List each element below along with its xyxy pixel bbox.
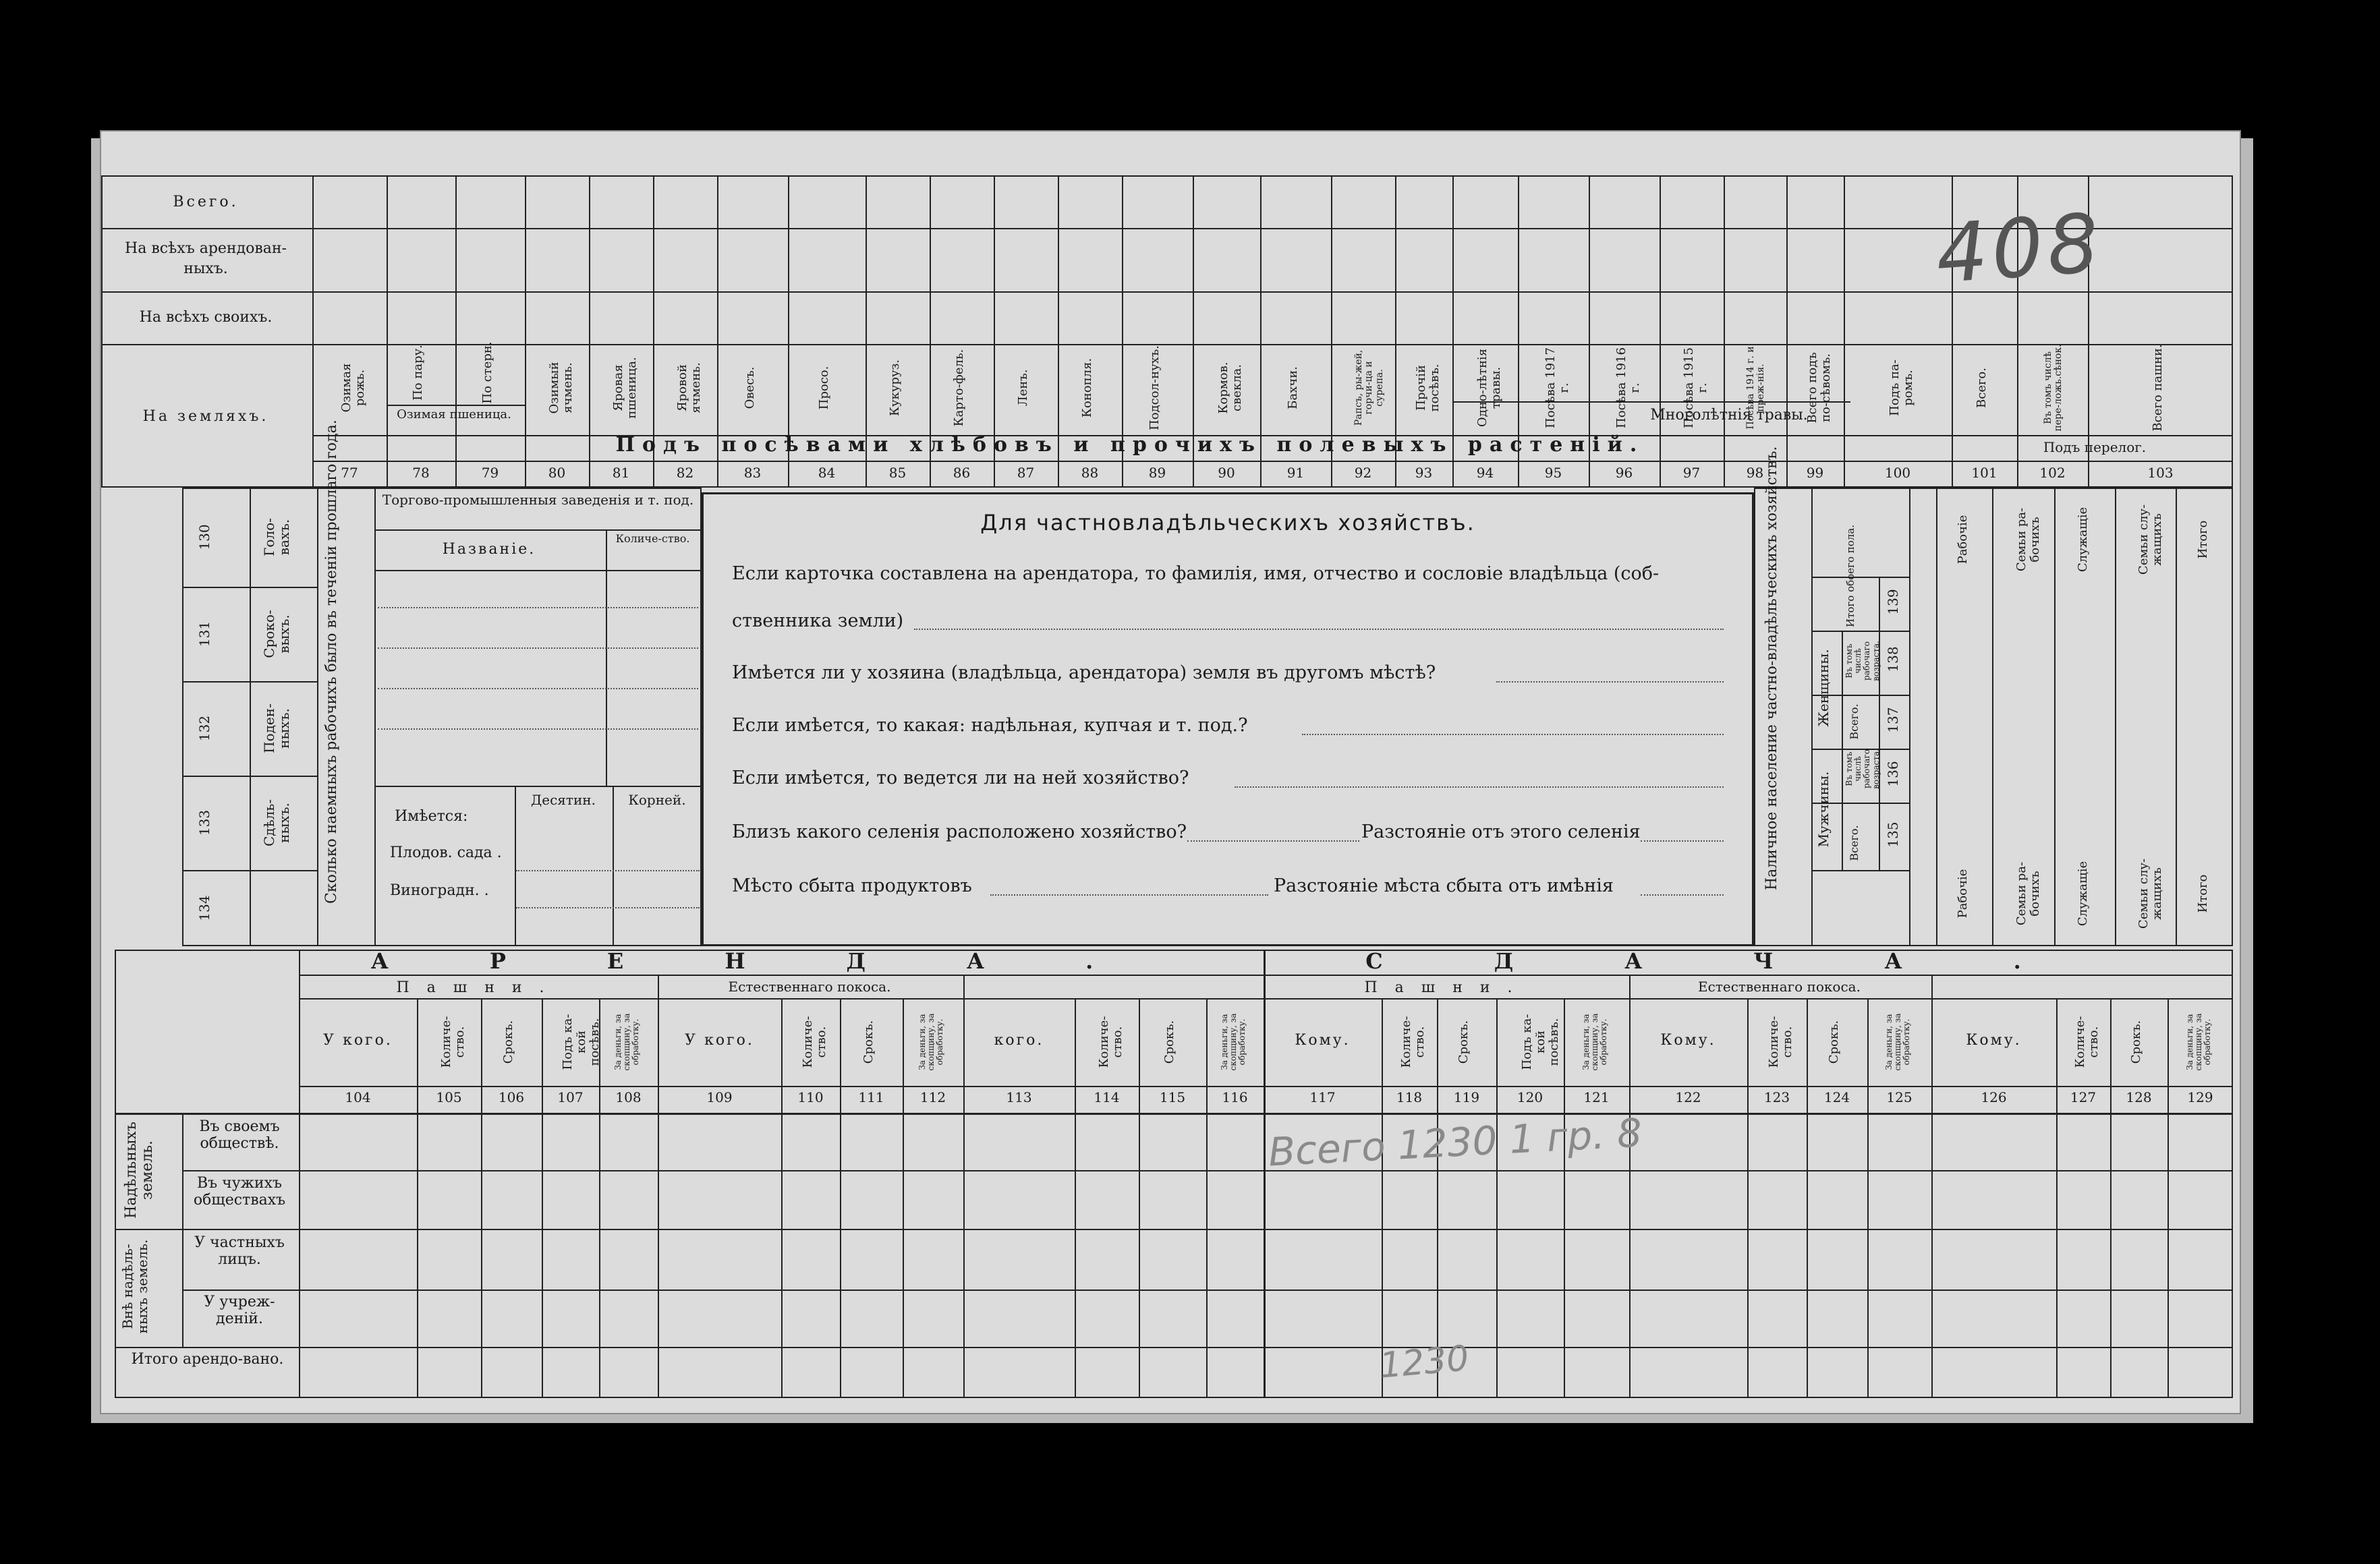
bottom-col-header: За деньги, за скопщину, за обработку.: [613, 1013, 640, 1071]
pop-col-divider: [1936, 488, 1937, 946]
bottom-col-header: Срокъ.: [2128, 1020, 2143, 1064]
bottom-col-divider: [417, 998, 418, 1398]
men-label: Мужчины.: [1815, 771, 1832, 848]
crop-header: Озимая рожь.: [339, 363, 367, 413]
bottom-col-header: У кого.: [323, 1032, 393, 1049]
row-label-rented-1: На всѣхъ арендован-: [125, 240, 287, 257]
crop-header: Кормов. свекла.: [1216, 361, 1244, 414]
crop-col-number: 86: [953, 465, 971, 481]
crop-col-number: 95: [1544, 465, 1562, 481]
bottom-col-number: 122: [1675, 1089, 1701, 1105]
livestock-label: Поден-ныхъ.: [261, 703, 292, 753]
row-label-rented-2: ныхъ.: [183, 260, 228, 277]
nadel-group-label: Надѣльныхъ земель.: [123, 1122, 157, 1219]
crop-col-number: 81: [612, 465, 630, 481]
bottom-col-divider: [1867, 998, 1869, 1398]
crop-col-number: 90: [1218, 465, 1235, 481]
total-both-label: Итого обоего пола.: [1844, 525, 1857, 627]
pop-num-139: 139: [1885, 589, 1901, 615]
women-incl-workers: Въ томъ числѣ рабочаго возраста.: [1844, 641, 1881, 681]
crop-col-number: 84: [818, 465, 836, 481]
crop-col-number: 78: [412, 465, 430, 481]
pop-num-136: 136: [1885, 761, 1901, 787]
q1-line2: ственника земли): [732, 610, 904, 631]
bottom-col-header: Кому.: [1660, 1032, 1716, 1049]
pop-col-header: Семьи ра-бочихъ: [2014, 507, 2042, 572]
crop-header: Посѣва 1914 г. и преж-нія.: [1745, 346, 1766, 430]
crop-col-number: 77: [341, 465, 358, 481]
crop-header: Прочій посѣвъ.: [1413, 364, 1442, 412]
sdacha-pashni: Пашни.: [1364, 979, 1530, 996]
livestock-divider: [250, 488, 251, 946]
crop-col-number: 98: [1746, 465, 1764, 481]
bottom-col-number: 105: [436, 1089, 462, 1105]
crop-header: Въ томъ числѣ пере-ложь.сѣнок.: [2042, 344, 2064, 432]
bottom-col-number: 110: [797, 1089, 824, 1105]
bottom-col-header: Количе-ство.: [438, 1016, 467, 1068]
crop-header: Яровая пшеница.: [611, 357, 639, 419]
bottom-col-divider: [1807, 998, 1808, 1398]
crop-header: По стерн.: [480, 341, 494, 404]
pop-col-header: Служащіе: [2076, 506, 2090, 573]
bottom-col-divider: [840, 998, 841, 1398]
bottom-col-header: За деньги, за скопщину, за обработку.: [917, 1013, 945, 1071]
crop-header: Посѣва 1915 г.: [1681, 347, 1709, 428]
bottom-col-number: 115: [1159, 1089, 1186, 1105]
bottom-col-number: 127: [2070, 1089, 2097, 1105]
bottom-col-divider: [2168, 998, 2169, 1398]
bottom-col-header: кого.: [994, 1032, 1044, 1049]
desyatin-header: Десятин.: [531, 792, 596, 808]
pop-col-header: Итого: [2195, 520, 2210, 559]
bottom-col-header: Срокъ.: [1162, 1020, 1177, 1064]
has-label: Имѣется:: [395, 808, 468, 825]
bottom-col-header: Срокъ.: [1456, 1020, 1471, 1064]
crop-header: Яровой ячмень.: [675, 362, 703, 413]
bottom-col-header: Количе-ство.: [2073, 1016, 2101, 1068]
bottom-col-header: Количе-ство.: [1399, 1016, 1427, 1068]
livestock-num: 134: [196, 895, 213, 921]
private-farm-title: Для частновладѣльческихъ хозяйствъ.: [980, 510, 1475, 535]
bottom-col-divider: [903, 998, 904, 1398]
crop-header: По пару.: [411, 345, 425, 401]
bottom-col-number: 114: [1094, 1089, 1120, 1105]
crop-col-number: 101: [1971, 465, 1998, 481]
crop-header: Озимый ячмень.: [546, 361, 575, 414]
crop-header: Посѣва 1917 г.: [1543, 347, 1571, 428]
crop-col-number: 93: [1415, 465, 1433, 481]
crop-header: Подъ па-ромъ.: [1888, 359, 1915, 416]
men-all: Всего.: [1848, 825, 1861, 861]
bottom-col-number: 125: [1886, 1089, 1913, 1105]
bottom-col-header: За деньги, за скопщину, за обработку.: [1883, 1013, 1911, 1071]
winter-wheat-label: Озимая пшеница.: [397, 407, 511, 422]
bottom-col-number: 106: [498, 1089, 525, 1105]
bottom-col-divider: [1931, 998, 1933, 1398]
crop-col-number: 102: [2039, 465, 2066, 481]
crop-col-number: 85: [888, 465, 907, 481]
q1-line1: Если карточка составлена на арендатора, то фамилія, имя, отчество и сословіе владѣльца (соб-: [732, 563, 1660, 584]
row-own-society: Въ своемъ обществѣ.: [199, 1118, 280, 1153]
arenda-pashni: Пашни.: [396, 979, 562, 996]
bottom-col-header: Кому.: [1966, 1032, 2022, 1049]
bottom-col-header: Количе-ство.: [1767, 1016, 1794, 1068]
bottom-col-header: За деньги, за скопщину, за обработку.: [1581, 1013, 1608, 1071]
bottom-col-divider: [1139, 998, 1140, 1398]
bottom-col-number: 113: [1006, 1089, 1032, 1105]
bottom-col-header: Кому.: [1295, 1032, 1351, 1049]
bottom-col-divider: [542, 998, 543, 1398]
bottom-col-header: За деньги, за скопщину, за обработку.: [2184, 1013, 2212, 1071]
row-institutions: У учреж-деній.: [204, 1294, 275, 1328]
crop-header: Рапсъ, ры-жей, горчи-ца и сурепа.: [1353, 349, 1385, 426]
bottom-col-number: 111: [858, 1089, 884, 1105]
q5-distance: Разстояніе отъ этого селенія: [1361, 821, 1641, 842]
under-crops-banner: Подъ посѣвами хлѣбовъ и прочихъ полевыхъ растеній.: [615, 433, 1645, 457]
bottom-col-header: Количе-ство.: [1096, 1016, 1125, 1068]
pop-col-divider: [2054, 488, 2056, 946]
crop-header: Всего подъ по-сѣвомъ.: [1805, 352, 1833, 424]
livestock-label: Сдѣль-ныхъ.: [261, 799, 292, 847]
bottom-col-header: За деньги, за скопщину, за обработку.: [1219, 1013, 1247, 1071]
pop-col-footer: Рабочіе: [1955, 869, 1970, 919]
livestock-num: 130: [196, 524, 213, 550]
roots-header: Корней.: [628, 792, 686, 808]
pop-col-footer: Итого: [2195, 874, 2210, 913]
bottom-col-divider: [1382, 998, 1383, 1398]
sdacha-pokos: Естественнаго покоса.: [1698, 979, 1861, 995]
trade-title: Торгово-промышленныя заведенія и т. под.: [382, 492, 694, 508]
crop-col-number: 96: [1615, 465, 1633, 481]
pop-col-header: Семьи слу-жащихъ: [2136, 504, 2164, 575]
crop-col-number: 89: [1148, 465, 1166, 481]
crop-header: Конопля.: [1079, 357, 1094, 418]
crop-col-number: 88: [1081, 465, 1099, 481]
bottom-col-number: 104: [345, 1089, 371, 1105]
crop-header: Карто-фель.: [951, 349, 966, 427]
perennial-grass-label: Многолѣтнія травы.: [1650, 407, 1808, 424]
pop-divider: [1909, 488, 1910, 946]
bottom-col-header: Срокъ.: [861, 1020, 876, 1064]
pop-num-137: 137: [1885, 707, 1901, 733]
crop-col-number: 92: [1354, 465, 1372, 481]
crop-header: Подсол-нухъ.: [1147, 345, 1162, 430]
page-number: 408: [1933, 196, 2106, 302]
crop-col-number: 94: [1476, 465, 1494, 481]
pop-col-footer: Служащіе: [2076, 861, 2090, 927]
bottom-col-header: Срокъ.: [1827, 1020, 1841, 1064]
crop-header: Овесъ.: [742, 366, 757, 409]
bottom-col-number: 112: [919, 1089, 946, 1105]
crop-header: Посѣва 1916 г.: [1614, 347, 1642, 428]
pop-num-135: 135: [1885, 821, 1901, 848]
bottom-col-number: 120: [1517, 1089, 1543, 1105]
crop-header: Одно-лѣтнія травы.: [1475, 348, 1503, 428]
crop-header: Ленъ.: [1015, 369, 1030, 407]
pop-col-header: Рабочіе: [1955, 515, 1970, 564]
orchards-label: Плодов. сада .: [390, 844, 502, 861]
livestock-num: 131: [196, 620, 213, 647]
bottom-col-divider: [781, 998, 783, 1398]
pop-num-138: 138: [1885, 646, 1901, 672]
row-label-total: Всего.: [173, 194, 239, 210]
bottom-col-header: Количе-ство.: [800, 1016, 828, 1068]
crop-col-number: 83: [743, 465, 762, 481]
row-total-rented: Итого арендо-вано.: [131, 1351, 284, 1368]
crop-col-number: 103: [2147, 465, 2174, 481]
bottom-col-divider: [2110, 998, 2112, 1398]
pop-col-footer: Семьи слу-жащихъ: [2136, 858, 2164, 929]
livestock-num: 133: [196, 809, 213, 836]
women-all: Всего.: [1848, 703, 1861, 740]
bottom-col-divider: [963, 998, 965, 1398]
crop-header: Кукуруз.: [887, 359, 902, 417]
crop-header: Бахчи.: [1285, 366, 1300, 409]
bottom-col-number: 118: [1396, 1089, 1423, 1105]
crop-header: Всего пашни.: [2150, 344, 2165, 432]
q2: Имѣется ли у хозяина (владѣльца, арендатора) земля въ другомъ мѣстѣ?: [732, 662, 1436, 683]
hired-workers-label: Сколько наемныхъ рабочихъ было въ теченіи прошлаго года.: [323, 419, 340, 904]
bottom-col-divider: [481, 998, 482, 1398]
row-other-society: Въ чужихъ обществахъ: [193, 1175, 286, 1209]
bottom-col-divider: [1206, 998, 1208, 1398]
trade-name-header: Названіе.: [442, 541, 536, 558]
perennial-line: [1452, 401, 1850, 403]
q5: Близъ какого селенія расположено хозяйство?: [732, 821, 1187, 842]
crop-header: Просо.: [816, 366, 831, 410]
crop-header: Всего.: [1974, 368, 1989, 408]
pop-col-divider: [2115, 488, 2116, 946]
fallow-label: Подъ перелог.: [2043, 439, 2147, 455]
pencil-note: Всего 1230 1 гр. 8: [1267, 1109, 1643, 1176]
women-label: Женщины.: [1815, 649, 1832, 727]
men-incl-workers: Въ томъ числѣ рабочаго возраста.: [1844, 749, 1881, 789]
bottom-col-divider: [2056, 998, 2058, 1398]
row-label-own: На всѣхъ своихъ.: [139, 309, 273, 326]
bottom-col-divider: [1075, 998, 1076, 1398]
trade-qty-header: Количе-ство.: [615, 532, 690, 545]
non-nadel-group-label: Внѣ надѣль-ныхъ земель.: [119, 1239, 150, 1334]
q4: Если имѣется, то ведется ли на ней хозяйство?: [732, 767, 1189, 788]
sdacha-header: СДАЧА.: [1365, 948, 2132, 974]
fallow-line: [2017, 435, 2161, 436]
arenda-pokos: Естественнаго покоса.: [728, 979, 891, 995]
pop-col-divider: [2176, 488, 2177, 946]
bottom-col-divider: [1496, 998, 1498, 1398]
crop-col-number: 80: [548, 465, 566, 481]
crop-col-number: 82: [676, 465, 694, 481]
bottom-col-number: 129: [2187, 1089, 2213, 1105]
bottom-col-number: 109: [706, 1089, 733, 1105]
bottom-col-header: Срокъ.: [501, 1020, 515, 1064]
bottom-col-header: Подъ ка-кой посѣвъ.: [1520, 1014, 1561, 1070]
bottom-col-header: У кого.: [685, 1032, 754, 1049]
crop-col-number: 87: [1017, 465, 1035, 481]
pop-col-divider: [1992, 488, 1993, 946]
winter-wheat-line: [387, 405, 525, 406]
bottom-col-number: 128: [2126, 1089, 2152, 1105]
bottom-col-divider: [658, 998, 659, 1398]
bottom-col-divider: [1437, 998, 1438, 1398]
bottom-col-number: 108: [615, 1089, 642, 1105]
row-label-lands: На земляхъ.: [142, 408, 269, 425]
bottom-col-number: 124: [1823, 1089, 1850, 1105]
crop-col-number: 99: [1806, 465, 1824, 481]
bottom-col-number: 119: [1453, 1089, 1480, 1105]
bottom-col-divider: [1264, 998, 1265, 1398]
population-label: Наличное население частно-владѣльческихъ хозяйствъ.: [1763, 446, 1780, 890]
crop-col-number: 100: [1884, 465, 1911, 481]
livestock-label: Голо-вахъ.: [261, 518, 292, 556]
crop-col-divider: [312, 175, 314, 488]
bottom-col-number: 121: [1583, 1089, 1610, 1105]
bottom-col-divider: [1747, 998, 1749, 1398]
crop-col-number: 97: [1682, 465, 1701, 481]
bottom-col-number: 107: [557, 1089, 584, 1105]
arenda-header: АРЕНДА.: [370, 948, 1195, 974]
livestock-label: Сроко-выхъ.: [261, 610, 292, 658]
pop-col-footer: Семьи ра-бочихъ: [2014, 861, 2042, 926]
bottom-col-number: 116: [1222, 1089, 1248, 1105]
pencil-total: 1230: [1378, 1338, 1471, 1387]
bottom-col-divider: [599, 998, 600, 1398]
bottom-col-number: 117: [1309, 1089, 1336, 1105]
q6-distance: Разстояніе мѣста сбыта отъ имѣнія: [1274, 875, 1614, 896]
row-private-persons: У частныхъ лицъ.: [194, 1234, 285, 1269]
vineyards-label: Виноградн. .: [390, 882, 489, 899]
crop-col-number: 79: [481, 465, 499, 481]
bottom-col-divider: [1629, 998, 1631, 1398]
bottom-col-divider: [1564, 998, 1565, 1398]
bottom-col-header: Подъ ка-кой посѣвъ.: [560, 1014, 602, 1070]
bottom-col-number: 126: [1981, 1089, 2007, 1105]
crop-col-number: 91: [1286, 465, 1305, 481]
bottom-col-number: 123: [1763, 1089, 1790, 1105]
livestock-num: 132: [196, 715, 213, 742]
q6: Мѣсто сбыта продуктовъ: [732, 875, 972, 896]
q3: Если имѣется, то какая: надѣльная, купчая и т. под.?: [732, 715, 1248, 736]
